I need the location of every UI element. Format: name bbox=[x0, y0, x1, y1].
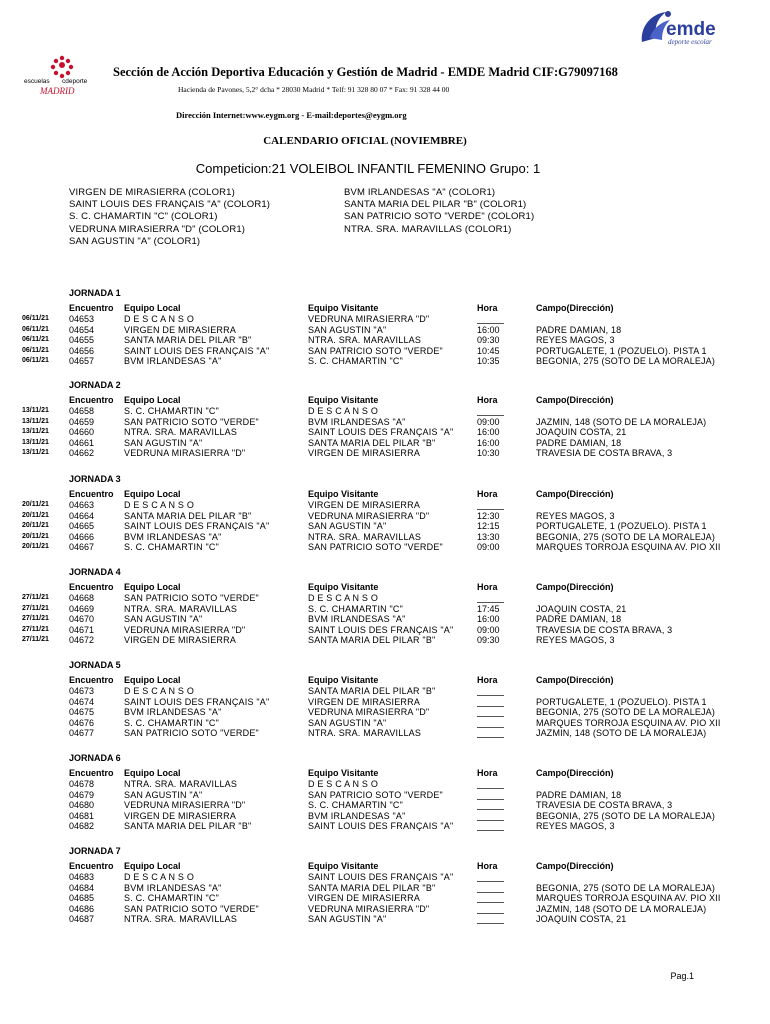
venue-header: Campo(Dirección) bbox=[536, 395, 614, 405]
local-team-header: Equipo Local bbox=[124, 303, 181, 313]
match-number: 04654 bbox=[69, 324, 95, 335]
encuentro-header: Encuentro bbox=[69, 303, 114, 313]
visitor-team: VEDRUNA MIRASIERRA "D" bbox=[308, 314, 430, 324]
match-number: 04679 bbox=[69, 789, 95, 800]
match-venue: TRAVESIA DE COSTA BRAVA, 3 bbox=[536, 448, 673, 458]
match-venue: BEGONIA, 275 (SOTO DE LA MORALEJA) bbox=[536, 531, 715, 542]
match-date: 13/11/21 bbox=[22, 438, 49, 446]
local-team: NTRA. SRA. MARAVILLAS bbox=[124, 427, 238, 437]
match-time: 09:30 bbox=[477, 635, 500, 645]
match-row bbox=[0, 532, 770, 543]
time-header: Hora bbox=[477, 768, 498, 778]
visitor-team: SAN PATRICIO SOTO "VERDE" bbox=[308, 542, 443, 552]
team-name: VIRGEN DE MIRASIERRA (COLOR1) bbox=[69, 187, 235, 198]
jornada-title: JORNADA 2 bbox=[69, 380, 121, 390]
local-team: VIRGEN DE MIRASIERRA bbox=[124, 810, 237, 821]
match-date: 13/11/21 bbox=[22, 407, 49, 414]
visitor-team: BVM IRLANDESAS "A" bbox=[308, 416, 406, 427]
venue-header: Campo(Dirección) bbox=[536, 489, 614, 499]
time-header: Hora bbox=[477, 303, 498, 313]
match-venue: PADRE DAMIAN, 18 bbox=[536, 614, 622, 624]
time-header: Hora bbox=[477, 861, 498, 871]
match-date: 06/11/21 bbox=[22, 325, 49, 333]
local-team: S. C. CHAMARTIN "C" bbox=[124, 893, 220, 903]
encuentro-header: Encuentro bbox=[69, 489, 114, 499]
match-venue: REYES MAGOS, 3 bbox=[536, 335, 615, 345]
match-date: 06/11/21 bbox=[22, 357, 49, 364]
match-time: 12:30 bbox=[477, 510, 500, 521]
match-venue: PORTUGALETE, 1 (POZUELO). PISTA 1 bbox=[536, 696, 707, 707]
match-row bbox=[0, 718, 770, 729]
match-number: 04677 bbox=[69, 728, 95, 738]
team-name: SAN AGUSTIN "A" (COLOR1) bbox=[69, 235, 201, 247]
match-venue: REYES MAGOS, 3 bbox=[536, 821, 615, 831]
match-number: 04656 bbox=[69, 345, 95, 356]
visitor-team: VIRGEN DE MIRASIERRA bbox=[308, 500, 421, 510]
match-time: 16:00 bbox=[477, 614, 500, 624]
match-date: 27/11/21 bbox=[22, 594, 49, 601]
local-team: SAN PATRICIO SOTO "VERDE" bbox=[124, 416, 259, 427]
match-date: 13/11/21 bbox=[22, 417, 49, 425]
visitor-team: S. C. CHAMARTIN "C" bbox=[308, 356, 404, 366]
visitor-team-header: Equipo Visitante bbox=[308, 489, 379, 499]
encuentro-header: Encuentro bbox=[69, 395, 114, 405]
match-number: 04686 bbox=[69, 903, 95, 914]
match-number: 04685 bbox=[69, 893, 95, 903]
team-name: VEDRUNA MIRASIERRA "D" (COLOR1) bbox=[69, 223, 246, 235]
match-number: 04681 bbox=[69, 810, 95, 821]
team-name: NTRA. SRA. MARAVILLAS (COLOR1) bbox=[344, 223, 512, 235]
local-team: SAINT LOUIS DES FRANÇAIS "A" bbox=[124, 696, 270, 707]
match-row bbox=[0, 521, 770, 532]
match-row bbox=[0, 314, 770, 325]
local-team: SANTA MARIA DEL PILAR "B" bbox=[124, 821, 252, 831]
match-date: 20/11/21 bbox=[22, 501, 49, 508]
match-number: 04687 bbox=[69, 914, 95, 924]
match-row bbox=[0, 779, 770, 790]
visitor-team: SANTA MARIA DEL PILAR "B" bbox=[308, 882, 436, 893]
jornada-section bbox=[0, 474, 770, 564]
match-row bbox=[0, 325, 770, 336]
match-number: 04653 bbox=[69, 314, 95, 324]
local-team: NTRA. SRA. MARAVILLAS bbox=[124, 779, 238, 789]
match-date: 27/11/21 bbox=[22, 625, 49, 633]
match-number: 04674 bbox=[69, 696, 95, 707]
match-number: 04669 bbox=[69, 603, 95, 614]
match-number: 04666 bbox=[69, 531, 95, 542]
local-team-header: Equipo Local bbox=[124, 768, 181, 778]
match-row bbox=[0, 635, 770, 646]
match-number: 04662 bbox=[69, 448, 95, 458]
match-date: 06/11/21 bbox=[22, 315, 49, 322]
local-team: BVM IRLANDESAS "A" bbox=[124, 882, 222, 893]
local-team-header: Equipo Local bbox=[124, 582, 181, 592]
time-blank-line bbox=[477, 830, 504, 831]
local-team: SAN PATRICIO SOTO "VERDE" bbox=[124, 593, 259, 603]
match-row bbox=[0, 914, 770, 925]
local-team: SAINT LOUIS DES FRANÇAIS "A" bbox=[124, 521, 270, 531]
visitor-team: NTRA. SRA. MARAVILLAS bbox=[308, 531, 422, 542]
visitor-team: S. C. CHAMARTIN "C" bbox=[308, 603, 404, 614]
local-team: NTRA. SRA. MARAVILLAS bbox=[124, 914, 238, 924]
match-number: 04660 bbox=[69, 427, 95, 437]
match-number: 04657 bbox=[69, 356, 95, 366]
local-team: SAN AGUSTIN "A" bbox=[124, 614, 203, 624]
emde-wordmark: emde bbox=[666, 19, 716, 40]
match-row bbox=[0, 542, 770, 553]
visitor-team: NTRA. SRA. MARAVILLAS bbox=[308, 335, 422, 345]
visitor-team: SANTA MARIA DEL PILAR "B" bbox=[308, 437, 436, 448]
visitor-team: SAINT LOUIS DES FRANÇAIS "A" bbox=[308, 821, 454, 831]
visitor-team: SAN PATRICIO SOTO "VERDE" bbox=[308, 789, 443, 800]
match-venue: PORTUGALETE, 1 (POZUELO). PISTA 1 bbox=[536, 345, 707, 356]
match-number: 04663 bbox=[69, 500, 95, 510]
time-header: Hora bbox=[477, 395, 498, 405]
match-row bbox=[0, 593, 770, 604]
local-team: D E S C A N S O bbox=[124, 500, 195, 510]
match-number: 04664 bbox=[69, 510, 95, 521]
logo-caption-3: MADRID bbox=[40, 86, 75, 96]
team-list-left bbox=[69, 187, 270, 248]
match-time: 16:00 bbox=[477, 427, 500, 437]
time-header: Hora bbox=[477, 675, 498, 685]
local-team-header: Equipo Local bbox=[124, 489, 181, 499]
match-number: 04659 bbox=[69, 416, 95, 427]
match-row bbox=[0, 604, 770, 615]
local-team: VEDRUNA MIRASIERRA "D" bbox=[124, 800, 246, 810]
emde-subtitle: deporte escolar bbox=[668, 38, 712, 46]
match-row bbox=[0, 790, 770, 801]
local-team: SAN PATRICIO SOTO "VERDE" bbox=[124, 728, 259, 738]
match-time: 16:00 bbox=[477, 324, 500, 335]
local-team: VIRGEN DE MIRASIERRA bbox=[124, 324, 237, 335]
visitor-team-header: Equipo Visitante bbox=[308, 768, 379, 778]
match-date: 06/11/21 bbox=[22, 346, 49, 354]
match-venue: TRAVESIA DE COSTA BRAVA, 3 bbox=[536, 624, 673, 635]
match-number: 04675 bbox=[69, 707, 95, 717]
match-venue: JOAQUIN COSTA, 21 bbox=[536, 603, 627, 614]
logo-caption-2: cdeporte bbox=[62, 78, 88, 85]
visitor-team: SAN PATRICIO SOTO "VERDE" bbox=[308, 345, 443, 356]
document-title: CALENDARIO OFICIAL (NOVIEMBRE) bbox=[263, 135, 467, 147]
match-number: 04684 bbox=[69, 882, 95, 893]
match-venue: BEGONIA, 275 (SOTO DE LA MORALEJA) bbox=[536, 882, 715, 893]
match-row bbox=[0, 904, 770, 915]
match-number: 04655 bbox=[69, 335, 95, 345]
competition-title: Competicion:21 VOLEIBOL INFANTIL FEMENINO Grupo: 1 bbox=[195, 161, 541, 176]
escuelas-deporte-madrid-logo bbox=[22, 52, 100, 98]
match-number: 04682 bbox=[69, 821, 95, 831]
match-row bbox=[0, 800, 770, 811]
jornada-title: JORNADA 6 bbox=[69, 753, 121, 763]
jornada-section bbox=[0, 288, 770, 378]
team-list-right bbox=[344, 187, 534, 236]
local-team: BVM IRLANDESAS "A" bbox=[124, 531, 222, 542]
visitor-team: SAINT LOUIS DES FRANÇAIS "A" bbox=[308, 872, 454, 882]
match-venue: REYES MAGOS, 3 bbox=[536, 510, 615, 521]
visitor-team: SAN AGUSTIN "A" bbox=[308, 324, 387, 335]
match-number: 04658 bbox=[69, 406, 95, 416]
match-row bbox=[0, 811, 770, 822]
visitor-team: VEDRUNA MIRASIERRA "D" bbox=[308, 510, 430, 521]
local-team: VEDRUNA MIRASIERRA "D" bbox=[124, 624, 246, 635]
match-number: 04667 bbox=[69, 542, 95, 552]
jornada-title: JORNADA 3 bbox=[69, 474, 121, 484]
logo-caption-1: escuelas bbox=[24, 78, 50, 85]
match-venue: JOAQUIN COSTA, 21 bbox=[536, 427, 627, 437]
match-row bbox=[0, 821, 770, 832]
local-team: VIRGEN DE MIRASIERRA bbox=[124, 635, 237, 645]
visitor-team: VIRGEN DE MIRASIERRA bbox=[308, 448, 421, 458]
encuentro-header: Encuentro bbox=[69, 768, 114, 778]
match-number: 04668 bbox=[69, 593, 95, 603]
match-row bbox=[0, 438, 770, 449]
match-row bbox=[0, 335, 770, 346]
time-header: Hora bbox=[477, 582, 498, 592]
visitor-team-header: Equipo Visitante bbox=[308, 582, 379, 592]
jornada-section bbox=[0, 753, 770, 843]
match-number: 04678 bbox=[69, 779, 95, 789]
venue-header: Campo(Dirección) bbox=[536, 861, 614, 871]
match-row bbox=[0, 356, 770, 367]
match-venue: MARQUES TORROJA ESQUINA AV. PIO XII bbox=[536, 893, 721, 903]
local-team: SAN AGUSTIN "A" bbox=[124, 789, 203, 800]
visitor-team: VEDRUNA MIRASIERRA "D" bbox=[308, 903, 430, 914]
match-time: 09:00 bbox=[477, 542, 500, 552]
match-row bbox=[0, 883, 770, 894]
team-name: SAN PATRICIO SOTO "VERDE" (COLOR1) bbox=[344, 211, 535, 223]
match-number: 04671 bbox=[69, 624, 95, 635]
match-row bbox=[0, 614, 770, 625]
match-date: 20/11/21 bbox=[22, 543, 49, 550]
visitor-team: SAN AGUSTIN "A" bbox=[308, 717, 387, 728]
match-venue: TRAVESIA DE COSTA BRAVA, 3 bbox=[536, 800, 673, 810]
local-team-header: Equipo Local bbox=[124, 395, 181, 405]
match-date: 20/11/21 bbox=[22, 522, 49, 529]
match-number: 04676 bbox=[69, 717, 95, 728]
match-row bbox=[0, 707, 770, 718]
match-time: 10:30 bbox=[477, 448, 500, 458]
match-row bbox=[0, 686, 770, 697]
match-venue: JAZMIN, 148 (SOTO DE LA MORALEJA) bbox=[536, 416, 707, 427]
match-venue: MARQUES TORROJA ESQUINA AV. PIO XII bbox=[536, 717, 721, 728]
encuentro-header: Encuentro bbox=[69, 582, 114, 592]
organization-address: Hacienda de Pavones, 5,2° dcha * 28030 Madrid * Telf: 91 328 80 07 * Fax: 91 328 44 00 bbox=[178, 85, 450, 94]
encuentro-header: Encuentro bbox=[69, 675, 114, 685]
match-date: 27/11/21 bbox=[22, 604, 49, 612]
match-row bbox=[0, 728, 770, 739]
local-team-header: Equipo Local bbox=[124, 675, 181, 685]
match-row bbox=[0, 448, 770, 459]
local-team: D E S C A N S O bbox=[124, 686, 195, 696]
match-venue: BEGONIA, 275 (SOTO DE LA MORALEJA) bbox=[536, 356, 715, 366]
match-venue: JAZMIN, 148 (SOTO DE LA MORALEJA) bbox=[536, 728, 707, 738]
local-team: SAINT LOUIS DES FRANÇAIS "A" bbox=[124, 345, 270, 356]
visitor-team: SANTA MARIA DEL PILAR "B" bbox=[308, 686, 436, 696]
organization-title: Sección de Acción Deportiva Educación y Gestión de Madrid - EMDE Madrid CIF:G79097168 bbox=[113, 65, 618, 79]
match-date: 20/11/21 bbox=[22, 511, 49, 519]
local-team: D E S C A N S O bbox=[124, 872, 195, 882]
match-date: 27/11/21 bbox=[22, 615, 49, 622]
match-time: 09:00 bbox=[477, 416, 500, 427]
visitor-team: VEDRUNA MIRASIERRA "D" bbox=[308, 707, 430, 717]
match-venue: PORTUGALETE, 1 (POZUELO). PISTA 1 bbox=[536, 521, 707, 531]
match-row bbox=[0, 893, 770, 904]
match-date: 06/11/21 bbox=[22, 336, 49, 343]
match-venue: BEGONIA, 275 (SOTO DE LA MORALEJA) bbox=[536, 707, 715, 717]
local-team: SANTA MARIA DEL PILAR "B" bbox=[124, 510, 252, 521]
local-team: BVM IRLANDESAS "A" bbox=[124, 707, 222, 717]
match-time: 12:15 bbox=[477, 521, 500, 531]
match-number: 04661 bbox=[69, 437, 95, 448]
visitor-team: BVM IRLANDESAS "A" bbox=[308, 614, 406, 624]
match-row bbox=[0, 697, 770, 708]
visitor-team: D E S C A N S O bbox=[308, 779, 379, 789]
visitor-team-header: Equipo Visitante bbox=[308, 675, 379, 685]
match-number: 04673 bbox=[69, 686, 95, 696]
match-number: 04672 bbox=[69, 635, 95, 645]
local-team: NTRA. SRA. MARAVILLAS bbox=[124, 603, 238, 614]
visitor-team: SANTA MARIA DEL PILAR "B" bbox=[308, 635, 436, 645]
jornada-title: JORNADA 5 bbox=[69, 660, 121, 670]
match-date: 27/11/21 bbox=[22, 636, 49, 643]
visitor-team: D E S C A N S O bbox=[308, 593, 379, 603]
page-number: Pag.1 bbox=[670, 971, 694, 981]
match-date: 13/11/21 bbox=[22, 428, 49, 435]
visitor-team: NTRA. SRA. MARAVILLAS bbox=[308, 728, 422, 738]
jornada-title: JORNADA 4 bbox=[69, 567, 121, 577]
emde-logo bbox=[636, 8, 748, 50]
visitor-team: SAINT LOUIS DES FRANÇAIS "A" bbox=[308, 624, 454, 635]
match-time: 10:35 bbox=[477, 356, 500, 366]
match-time: 17:45 bbox=[477, 603, 500, 614]
encuentro-header: Encuentro bbox=[69, 861, 114, 871]
match-row bbox=[0, 500, 770, 511]
match-venue: REYES MAGOS, 3 bbox=[536, 635, 615, 645]
local-team: BVM IRLANDESAS "A" bbox=[124, 356, 222, 366]
team-name: BVM IRLANDESAS "A" (COLOR1) bbox=[344, 187, 496, 198]
match-row bbox=[0, 417, 770, 428]
visitor-team-header: Equipo Visitante bbox=[308, 861, 379, 871]
jornada-title: JORNADA 1 bbox=[69, 288, 121, 298]
jornada-section bbox=[0, 660, 770, 750]
match-date: 13/11/21 bbox=[22, 449, 49, 456]
organization-contact: Dirección Internet:www.eygm.org - E-mail:deportes@eygm.org bbox=[176, 110, 407, 120]
local-team: D E S C A N S O bbox=[124, 314, 195, 324]
match-time: 13:30 bbox=[477, 531, 500, 542]
match-venue: PADRE DAMIAN, 18 bbox=[536, 437, 622, 448]
match-row bbox=[0, 872, 770, 883]
venue-header: Campo(Dirección) bbox=[536, 768, 614, 778]
local-team: SANTA MARIA DEL PILAR "B" bbox=[124, 335, 252, 345]
match-venue: PADRE DAMIAN, 18 bbox=[536, 789, 622, 800]
local-team-header: Equipo Local bbox=[124, 861, 181, 871]
jornada-section bbox=[0, 380, 770, 470]
venue-header: Campo(Dirección) bbox=[536, 675, 614, 685]
match-row bbox=[0, 625, 770, 636]
match-venue: JOAQUIN COSTA, 21 bbox=[536, 914, 627, 924]
local-team: SAN AGUSTIN "A" bbox=[124, 437, 203, 448]
match-number: 04680 bbox=[69, 800, 95, 810]
visitor-team: VIRGEN DE MIRASIERRA bbox=[308, 696, 421, 707]
match-number: 04665 bbox=[69, 521, 95, 531]
match-venue: JAZMIN, 148 (SOTO DE LA MORALEJA) bbox=[536, 903, 707, 914]
visitor-team-header: Equipo Visitante bbox=[308, 303, 379, 313]
match-time: 09:30 bbox=[477, 335, 500, 345]
match-number: 04683 bbox=[69, 872, 95, 882]
match-venue: PADRE DAMIAN, 18 bbox=[536, 324, 622, 335]
match-row bbox=[0, 406, 770, 417]
jornada-section bbox=[0, 567, 770, 657]
match-number: 04670 bbox=[69, 614, 95, 624]
match-venue: MARQUES TORROJA ESQUINA AV. PIO XII bbox=[536, 542, 721, 552]
jornada-section bbox=[0, 846, 770, 936]
visitor-team: SAN AGUSTIN "A" bbox=[308, 521, 387, 531]
match-row bbox=[0, 427, 770, 438]
match-time: 10:45 bbox=[477, 345, 500, 356]
match-row bbox=[0, 511, 770, 522]
visitor-team-header: Equipo Visitante bbox=[308, 395, 379, 405]
visitor-team: D E S C A N S O bbox=[308, 406, 379, 416]
time-blank-line bbox=[477, 737, 504, 738]
local-team: S. C. CHAMARTIN "C" bbox=[124, 406, 220, 416]
venue-header: Campo(Dirección) bbox=[536, 303, 614, 313]
match-venue: BEGONIA, 275 (SOTO DE LA MORALEJA) bbox=[536, 810, 715, 821]
local-team: VEDRUNA MIRASIERRA "D" bbox=[124, 448, 246, 458]
time-header: Hora bbox=[477, 489, 498, 499]
match-date: 20/11/21 bbox=[22, 532, 49, 540]
visitor-team: S. C. CHAMARTIN "C" bbox=[308, 800, 404, 810]
jornada-title: JORNADA 7 bbox=[69, 846, 121, 856]
local-team: S. C. CHAMARTIN "C" bbox=[124, 542, 220, 552]
visitor-team: BVM IRLANDESAS "A" bbox=[308, 810, 406, 821]
match-row bbox=[0, 346, 770, 357]
visitor-team: SAINT LOUIS DES FRANÇAIS "A" bbox=[308, 427, 454, 437]
visitor-team: SAN AGUSTIN "A" bbox=[308, 914, 387, 924]
match-time: 09:00 bbox=[477, 624, 500, 635]
time-blank-line bbox=[477, 923, 504, 924]
venue-header: Campo(Dirección) bbox=[536, 582, 614, 592]
local-team: SAN PATRICIO SOTO "VERDE" bbox=[124, 903, 259, 914]
team-name: SANTA MARIA DEL PILAR "B" (COLOR1) bbox=[344, 199, 527, 211]
team-name: S. C. CHAMARTIN "C" (COLOR1) bbox=[69, 211, 218, 223]
visitor-team: VIRGEN DE MIRASIERRA bbox=[308, 893, 421, 903]
match-time: 16:00 bbox=[477, 437, 500, 448]
team-name: SAINT LOUIS DES FRANÇAIS "A" (COLOR1) bbox=[69, 199, 271, 211]
local-team: S. C. CHAMARTIN "C" bbox=[124, 717, 220, 728]
